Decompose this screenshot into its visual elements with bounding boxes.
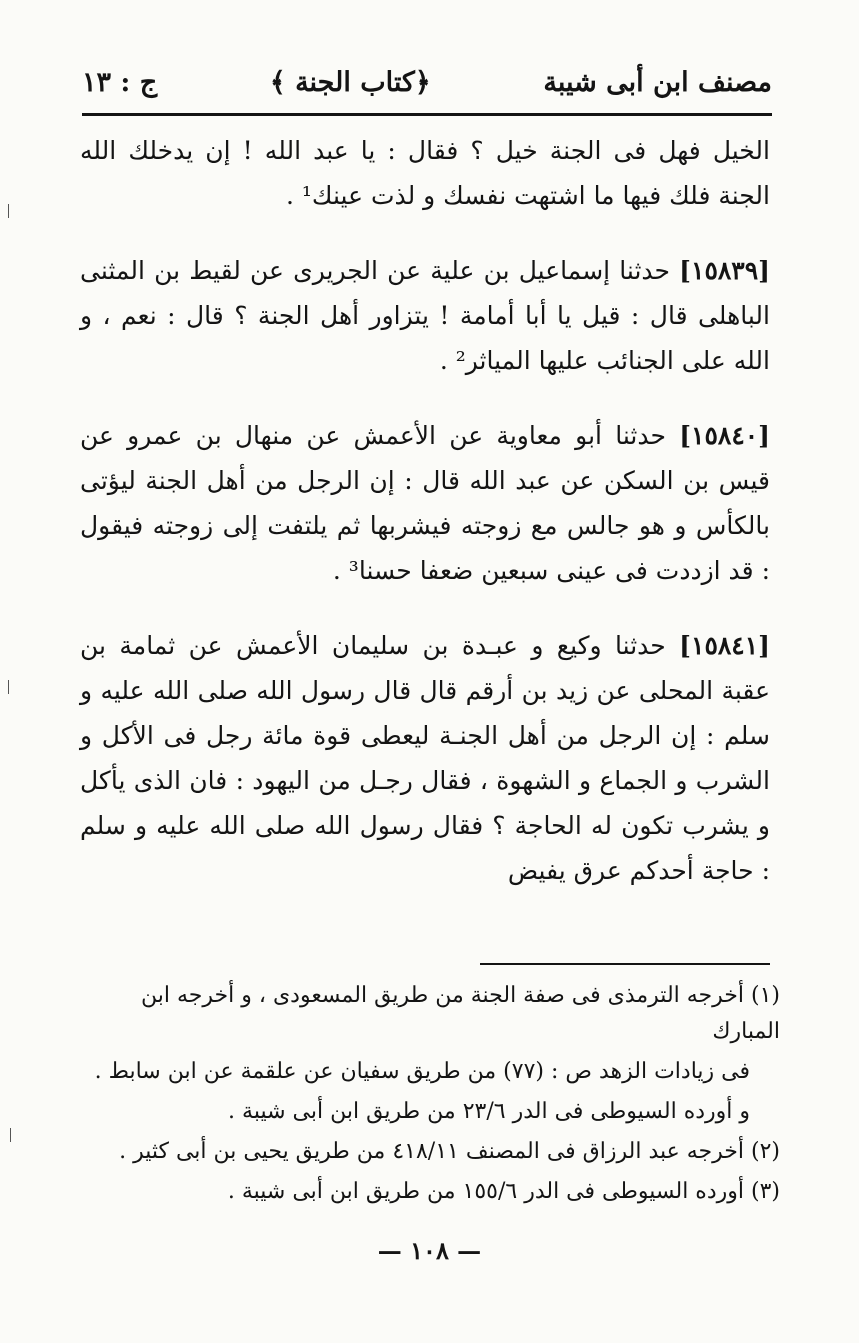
- page-number: — ١٠٨ —: [377, 1236, 482, 1265]
- margin-mark: [2, 680, 9, 694]
- hadith-15840: [80, 413, 770, 593]
- volume-number: ج : ١٣: [82, 66, 158, 98]
- footnotes: [80, 978, 780, 1214]
- hadith-number: [١٥٨٤٠]: [679, 421, 771, 450]
- hadith-15839: [80, 248, 770, 383]
- hadith-text: حدثنا أبو معاوية عن الأعمش عن منهال بن عمرو عن قيس بن السكن عن عبد الله قال : إن الرجل من أهل الجنة ليؤتى بالكأس و هو جالس مع زوجته فيشربها ثم يلتفت إلى زوجته فيقول : قد ازددت فى عينى سبعين ضعفا حسنا³ .: [80, 421, 770, 585]
- paragraph-text: الخيل فهل فى الجنة خيل ؟ فقال : يا عبد الله ! إن يدخلك الله الجنة فلك فيها ما اشتهت نفسك و لذت عينك¹ .: [80, 136, 770, 210]
- margin-mark: [4, 1128, 11, 1142]
- main-text: [80, 128, 770, 923]
- footnote-1-line-2: فى زيادات الزهد ص : (٧٧) من طريق سفيان عن علقمة عن ابن سابط .: [94, 1059, 750, 1084]
- margin-mark: [2, 204, 9, 218]
- footnote-1-line-3: و أورده السيوطى فى الدر ٢٣/٦ من طريق ابن أبى شيبة .: [228, 1099, 750, 1124]
- footnote-1: (١) أخرجه الترمذى فى صفة الجنة من طريق المسعودى ، و أخرجه ابن المبارك: [141, 983, 780, 1044]
- running-header: [82, 56, 772, 108]
- book-title: مصنف ابن أبى شيبة: [543, 66, 772, 98]
- footnote-3: (٣) أورده السيوطى فى الدر ١٥٥/٦ من طريق ابن أبى شيبة .: [227, 1179, 780, 1204]
- hadith-text: حدثنا وكيع و عبـدة بن سليمان الأعمش عن ثمامة بن عقبة المحلى عن زيد بن أرقم قال قال رسول الله صلى الله عليه و سلم : إن الرجل من أهل الجنـة ليعطى قوة مائة رجل فى الأكل و الشرب و الجماع و الشهوة ، فقال رجـل من اليهود : فان الذى يأكل و يشرب تكون له الحاجة ؟ فقال رسول الله صلى الله عليه و سلم : حاجة أحدكم عرق يفيض: [80, 631, 770, 885]
- paragraph-continuation: [80, 128, 770, 218]
- footnote-2: (٢) أخرجه عبد الرزاق فى المصنف ٤١٨/١١ من طريق يحيى بن أبى كثير .: [119, 1139, 780, 1164]
- hadith-15841: [80, 623, 770, 893]
- hadith-number: [١٥٨٣٩]: [679, 256, 770, 285]
- header-rule: [82, 113, 772, 116]
- hadith-text: حدثنا إسماعيل بن علية عن الجريرى عن لقيط بن المثنى الباهلى قال : قيل يا أبا أمامة ! يتزاور أهل الجنة ؟ قال : نعم ، و الله على الجنائب عليها المياثر² .: [80, 256, 770, 375]
- footnote-rule: [480, 963, 770, 965]
- hadith-number: [١٥٨٤١]: [679, 631, 770, 660]
- chapter-title: ﴿كتاب الجنة ﴾: [269, 66, 431, 98]
